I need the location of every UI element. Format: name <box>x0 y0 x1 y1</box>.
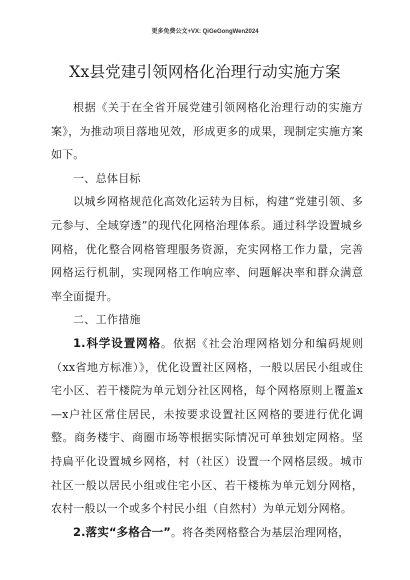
watermark-text: 更多免费公文+VX: QiGeGongWen2024 <box>151 29 259 35</box>
measure-item-2 <box>51 521 363 545</box>
document-body <box>51 96 363 544</box>
goal-paragraph: 以城乡网格规范化高效化运转为目标，构建“党建引领、多元参与、全域穿透”的现代化网格治理体系。通过科学设置城乡网格，优化整合网格管理服务资源，充实网格工作力量，完善网格运行机制，实现网格工作响应率、问题解决率和群众满意率全面提升。 <box>51 195 363 303</box>
section-heading-goal: 一、总体目标 <box>73 171 141 185</box>
measure-item-2-text: 。将各类网格整合为基层治理网格， <box>171 525 350 539</box>
intro-paragraph: 根据《关于在全省开展党建引领网格化治理行动的实施方案》，为推动项目落地见效，形成更多的成果，现制定实施方案如下。 <box>51 101 363 162</box>
section-heading-measures: 二、工作措施 <box>73 313 141 327</box>
measure-item-2-title: 2.落实“多格合一” <box>73 524 171 539</box>
measure-item-1-title: 1.科学设置网格 <box>73 335 162 350</box>
document-title: Xx县党建引领网格化治理行动实施方案 <box>69 63 341 81</box>
measure-item-1 <box>51 332 363 521</box>
measure-item-1-text: 。依据《社会治理网格划分和编码规则（xx省地方标准）》，优化设置社区网格，一般以居民小组或住宅小区、若干楼院为单元划分社区网格，每个网格原则上覆盖x—x户社区常住居民，未按要求设置社区网格的要进行优化调整。商务楼宇、商圈市场等根据实际情况可单独划定网格。坚持扁平化设置城乡网格，村（社区）设置一个网格层级。城市社区一般以居民小组或住宅小区、若干楼栋为单元划分网格，农村一般以一个或多个村民小组（自然村）为单元划分网格。 <box>51 336 363 516</box>
